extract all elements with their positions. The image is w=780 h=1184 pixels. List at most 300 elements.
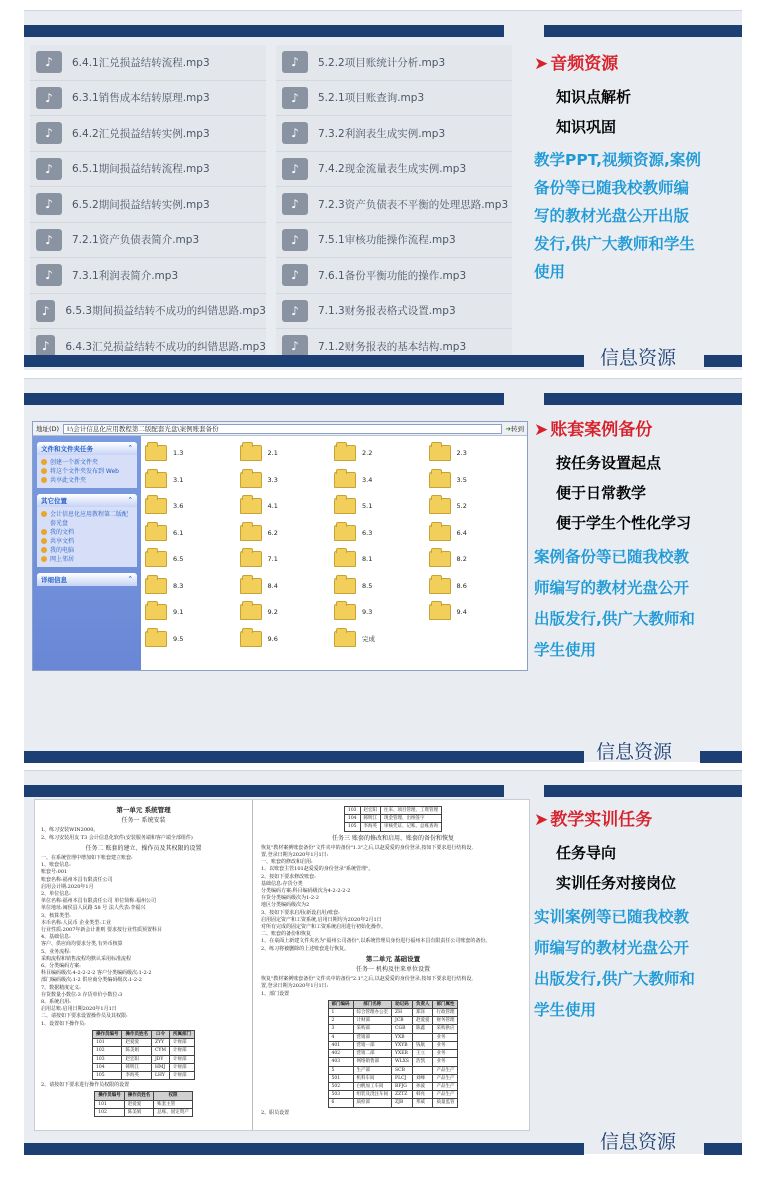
folder-label: 6.5 bbox=[173, 555, 184, 564]
bullet-item: 便于学生个性化学习 bbox=[556, 514, 692, 532]
table-cell: 陈鑫 bbox=[412, 1025, 433, 1033]
table-row bbox=[95, 1108, 193, 1116]
document-line: 2、按如下要求修改账套: bbox=[261, 873, 316, 880]
table-cell: 6 bbox=[328, 1099, 353, 1107]
task-link-label: 创建一个新文件夹 bbox=[50, 459, 99, 466]
address-label: 地址(D) bbox=[36, 425, 60, 433]
table-cell: CGB bbox=[392, 1025, 413, 1033]
folder-label: 3.1 bbox=[173, 475, 184, 484]
address-path-input[interactable]: I:\会计信息化应用教程第二版配套光盘\案例账套备份 bbox=[63, 424, 501, 434]
folder-icon bbox=[240, 472, 262, 488]
folder-item[interactable] bbox=[240, 440, 335, 467]
table-row bbox=[344, 815, 441, 823]
table-cell: 审核凭证、记账、总账查询 bbox=[381, 823, 442, 831]
document-line: 恢复"教材案例账套备份"文件夹中的备份"2.1"之后,以赵爱爱的身份登录,按如下要求进行结构设, bbox=[261, 976, 473, 983]
folder-icon bbox=[240, 551, 262, 567]
folder-item[interactable] bbox=[240, 573, 335, 600]
table-cell: 营销部 bbox=[353, 1033, 392, 1041]
table-header-cell: 部门编码 bbox=[328, 1000, 353, 1008]
table-cell: 4 bbox=[328, 1033, 353, 1041]
table-cell: ZJB bbox=[392, 1099, 413, 1107]
folder-item[interactable] bbox=[240, 520, 335, 547]
folder-item[interactable] bbox=[429, 599, 524, 626]
table-cell: 网络销售部 bbox=[353, 1058, 392, 1066]
table-row bbox=[92, 1063, 194, 1071]
folder-label: 9.1 bbox=[173, 608, 184, 617]
folder-icon bbox=[334, 445, 356, 461]
document-line: 单位地址:闽侯县人民路 58 号 法人代表:李福兴 bbox=[41, 905, 146, 912]
training-document bbox=[34, 799, 530, 1131]
table-cell: CYM bbox=[151, 1047, 169, 1055]
backup-info-panel bbox=[534, 415, 739, 666]
table-header-row bbox=[328, 1000, 458, 1008]
document-line: 1、设置如下操作员: bbox=[41, 1020, 86, 1027]
bullet-item: 按任务设置起点 bbox=[556, 454, 662, 472]
music-note-icon: ♪ bbox=[282, 335, 308, 357]
audio-file-name: 6.4.2汇兑损益结转实例.mp3 bbox=[72, 127, 210, 140]
bottom-banner-bar bbox=[24, 751, 584, 763]
document-line: 地区分类编码级次为2 bbox=[261, 902, 310, 909]
folder-label: 8.2 bbox=[456, 555, 467, 564]
task-pane-link[interactable] bbox=[41, 458, 133, 467]
bullet-item: 任务导向 bbox=[556, 844, 617, 862]
folder-icon bbox=[240, 631, 262, 647]
folder-item[interactable] bbox=[145, 493, 240, 520]
folder-label: 7.1 bbox=[267, 555, 278, 564]
table-cell: 101 bbox=[95, 1100, 125, 1108]
document-line: 2、职员设置 bbox=[261, 1109, 290, 1116]
table-cell: 财务管理 bbox=[433, 1017, 458, 1025]
table-row bbox=[328, 1074, 458, 1082]
arrow-icon: ➤ bbox=[534, 810, 549, 830]
audio-file-item[interactable] bbox=[30, 294, 266, 330]
table-cell: 402 bbox=[328, 1050, 353, 1058]
folder-icon bbox=[334, 578, 356, 594]
folder-item[interactable] bbox=[145, 467, 240, 494]
description-text: 实训案例等已随我校教 师编写的教材光盘公开 出版发行,供广大教师和 学生使用 bbox=[534, 908, 695, 1019]
audio-file-item[interactable] bbox=[30, 81, 266, 117]
document-line: 2、练习将被删除的上述账套进行恢复。 bbox=[261, 945, 350, 952]
folder-item[interactable] bbox=[240, 626, 335, 653]
folder-label: 5.1 bbox=[362, 502, 373, 511]
folder-label: 9.2 bbox=[267, 608, 278, 617]
top-banner-bar bbox=[544, 785, 742, 797]
table-cell: 账套主管 bbox=[154, 1100, 193, 1108]
folder-label: 6.4 bbox=[456, 528, 467, 537]
document-line: 7、数据精度定义: bbox=[41, 984, 81, 991]
table-cell: ZH bbox=[392, 1009, 413, 1017]
music-note-icon: ♪ bbox=[36, 87, 62, 109]
table-cell: 李海英 bbox=[122, 1071, 152, 1079]
folder-icon bbox=[429, 525, 451, 541]
document-line: 单位名称:福州本昌有限责任公司 单位简称:福州公司 bbox=[41, 898, 156, 905]
document-line: 1、在桌面上新建文件夹名为"福州公司备份",以系统管理员身份进行福州本昌有限责任公司账套的备份。 bbox=[261, 938, 491, 945]
folder-item[interactable] bbox=[429, 440, 524, 467]
table-cell bbox=[412, 1066, 433, 1074]
document-line: 采购流程和销售流程均默认采用标准流程 bbox=[41, 955, 132, 962]
table-cell: ZYY bbox=[151, 1039, 169, 1047]
task-pane-link[interactable] bbox=[41, 546, 133, 555]
table-header-cell: 部门属性 bbox=[433, 1000, 458, 1008]
document-line: 存货数量小数位:3 存货单价小数位:3 bbox=[41, 991, 123, 998]
task-pane-link[interactable] bbox=[41, 510, 133, 528]
audio-file-name: 6.4.3汇兑损益结转不成功的纠错思路.mp3 bbox=[65, 340, 266, 353]
audio-file-item[interactable] bbox=[30, 45, 266, 81]
document-line: 置,登录日期为2020年1月1日: bbox=[261, 983, 329, 990]
arrow-icon: ➤ bbox=[534, 54, 549, 74]
music-note-icon: ♪ bbox=[282, 122, 308, 144]
task-pane-link[interactable] bbox=[41, 537, 133, 546]
task-link-icon bbox=[41, 511, 47, 517]
table-cell: 质检部 bbox=[353, 1099, 392, 1107]
music-note-icon: ♪ bbox=[282, 229, 308, 251]
section-heading: ➤ 账套案例备份 bbox=[534, 420, 653, 440]
top-banner-bar bbox=[24, 393, 504, 405]
folder-item[interactable] bbox=[429, 546, 524, 573]
top-banner-bar bbox=[544, 25, 742, 37]
folder-item[interactable] bbox=[240, 599, 335, 626]
audio-file-item[interactable] bbox=[276, 223, 512, 259]
audio-file-item[interactable] bbox=[30, 187, 266, 223]
table-row bbox=[92, 1055, 194, 1063]
music-note-icon: ♪ bbox=[282, 300, 308, 322]
table-cell: 质量监管 bbox=[433, 1099, 458, 1107]
table-cell: 105 bbox=[92, 1071, 122, 1079]
task-title: 任务三 账套的修改和启用、账套的备份和恢复 bbox=[332, 834, 454, 842]
document-line: 对所有完成的固定资产和工资系统启用进行初始化操作。 bbox=[261, 924, 387, 931]
table-row bbox=[328, 1091, 458, 1099]
document-line: 科目编码级次:4-2-2-2-2 客户分类编码级次:1-2-2 bbox=[41, 970, 152, 977]
table-row bbox=[328, 1099, 458, 1107]
audio-file-item[interactable] bbox=[30, 258, 266, 294]
table-cell: 赵爱爱 bbox=[122, 1039, 152, 1047]
document-line: 2、单位信息: bbox=[41, 891, 71, 898]
document-text bbox=[41, 827, 246, 841]
training-tasks-slide bbox=[24, 770, 742, 1154]
table-row bbox=[328, 1050, 458, 1058]
task-link-label: 会计信息化应用教程第二版配套光盘 bbox=[50, 511, 129, 527]
audio-file-item[interactable] bbox=[276, 81, 512, 117]
task-link-icon bbox=[41, 459, 47, 465]
task-pane-link[interactable] bbox=[41, 555, 133, 564]
folder-icon bbox=[145, 525, 167, 541]
audio-file-name: 7.5.1审核功能操作流程.mp3 bbox=[318, 234, 456, 247]
audio-file-name: 7.2.1资产负债表简介.mp3 bbox=[72, 234, 200, 247]
folder-icon bbox=[334, 525, 356, 541]
folder-icon bbox=[429, 578, 451, 594]
task-pane-link[interactable] bbox=[41, 476, 133, 485]
table-cell: YXYB bbox=[392, 1041, 413, 1049]
task-pane-section-title[interactable] bbox=[37, 442, 137, 455]
folder-label: 4.1 bbox=[267, 502, 278, 511]
folder-icon bbox=[334, 631, 356, 647]
table-cell: 403 bbox=[328, 1058, 353, 1066]
permission-table-continued bbox=[344, 806, 442, 832]
audio-file-item[interactable] bbox=[276, 152, 512, 188]
folder-icon bbox=[145, 472, 167, 488]
document-text bbox=[41, 1082, 246, 1089]
table-cell: 计财部 bbox=[353, 1017, 392, 1025]
collapse-chevron-icon[interactable]: ⌃ bbox=[127, 444, 133, 452]
department-table bbox=[328, 1000, 459, 1108]
document-line: 3、按如下要求启用(新设启用)账套: bbox=[261, 909, 340, 916]
folder-label: 9.5 bbox=[173, 634, 184, 643]
task-pane-link[interactable] bbox=[41, 467, 133, 476]
document-line: 分类编码方案:科目编码级次为4-2-2-2-2 bbox=[261, 888, 351, 895]
table-row bbox=[92, 1039, 194, 1047]
folder-item[interactable] bbox=[145, 626, 240, 653]
audio-file-item[interactable] bbox=[30, 223, 266, 259]
table-header-cell: 操作员姓名 bbox=[122, 1030, 152, 1038]
audio-file-name: 7.4.2现金流量表生成实例.mp3 bbox=[318, 163, 467, 176]
audio-file-list-right bbox=[276, 45, 512, 365]
audio-file-name: 7.3.2利润表生成实例.mp3 bbox=[318, 127, 446, 140]
audio-file-item[interactable] bbox=[276, 45, 512, 81]
folder-item[interactable] bbox=[145, 440, 240, 467]
folder-item[interactable] bbox=[145, 546, 240, 573]
audio-file-list-left bbox=[30, 45, 266, 365]
go-button[interactable]: 转到 bbox=[511, 425, 524, 433]
table-row bbox=[92, 1047, 194, 1055]
table-header-cell: 操作员姓名 bbox=[124, 1092, 154, 1100]
table-cell: 韩明江 bbox=[360, 815, 381, 823]
document-line: 二、请按如下要求设置操作员及其权限: bbox=[41, 1013, 128, 1020]
folder-label: 3.4 bbox=[362, 475, 373, 484]
document-line: 1、账套信息: bbox=[41, 862, 71, 869]
table-cell: 5 bbox=[328, 1066, 353, 1074]
document-line: 客户、供应商均要求分类,有外币核算 bbox=[41, 941, 123, 948]
audio-file-item[interactable] bbox=[30, 152, 266, 188]
document-left-column bbox=[35, 800, 253, 1130]
bottom-banner-bar bbox=[700, 751, 742, 763]
table-row bbox=[344, 807, 441, 815]
table-cell: 104 bbox=[92, 1063, 122, 1071]
folder-label: 完成 bbox=[362, 635, 375, 644]
folder-item[interactable] bbox=[334, 573, 429, 600]
top-banner-bar bbox=[24, 785, 504, 797]
folder-icon bbox=[240, 498, 262, 514]
audio-file-item[interactable] bbox=[276, 258, 512, 294]
folder-item[interactable] bbox=[334, 599, 429, 626]
table-cell: YXB bbox=[392, 1033, 413, 1041]
task-link-label: 将这个文件夹发布到 Web bbox=[50, 468, 119, 475]
folder-label: 3.3 bbox=[267, 475, 278, 484]
music-note-icon: ♪ bbox=[36, 264, 62, 286]
folder-item[interactable] bbox=[334, 626, 429, 653]
table-row bbox=[92, 1071, 194, 1079]
folder-item[interactable] bbox=[334, 520, 429, 547]
table-header-cell: 助记码 bbox=[392, 1000, 413, 1008]
table-cell: 韩明江 bbox=[122, 1063, 152, 1071]
table-cell: 产品生产 bbox=[433, 1091, 458, 1099]
folder-label: 8.5 bbox=[362, 581, 373, 590]
task-pane-link[interactable] bbox=[41, 528, 133, 537]
table-cell: 钱航 bbox=[412, 1041, 433, 1049]
document-line: 启用固定资产和工资系统,启用日期均为2020年2月1日 bbox=[261, 916, 382, 923]
table-cell: 采购部 bbox=[353, 1025, 392, 1033]
unit-title: 第一单元 系统管理 bbox=[116, 806, 171, 814]
arrow-icon: ➤ bbox=[534, 420, 549, 440]
folder-label: 8.4 bbox=[267, 581, 278, 590]
audio-file-name: 5.2.1项目账查询.mp3 bbox=[318, 92, 425, 105]
document-line: 一、账套的修改和启用: bbox=[261, 859, 313, 866]
footer-label: 信息资源 bbox=[600, 347, 677, 369]
collapse-chevron-icon[interactable]: ⌃ bbox=[127, 496, 133, 504]
task-pane-section-title[interactable] bbox=[37, 494, 137, 507]
section-heading: ➤ 教学实训任务 bbox=[534, 810, 653, 830]
document-line: 4、基础信息: bbox=[41, 934, 71, 941]
document-line: 2、练习安装用友 T3 会计信息化软件(安装服务端和客户端全部组件) bbox=[41, 834, 193, 841]
table-cell: 102 bbox=[92, 1047, 122, 1055]
folder-label: 2.1 bbox=[267, 449, 278, 458]
folder-item[interactable] bbox=[334, 467, 429, 494]
document-line: 二、账套的备份和恢复 bbox=[261, 931, 312, 938]
folder-icon bbox=[145, 631, 167, 647]
unit-title: 第二单元 基础设置 bbox=[365, 954, 421, 963]
table-cell: 业务 bbox=[433, 1041, 458, 1049]
folder-label: 9.4 bbox=[456, 608, 467, 617]
folder-icon bbox=[240, 604, 262, 620]
folder-icon bbox=[429, 551, 451, 567]
table-cell: 3 bbox=[328, 1025, 353, 1033]
document-line: 本币名称:人民币 企业类型:工业 bbox=[41, 919, 111, 926]
audio-resources-slide bbox=[24, 10, 742, 370]
table-cell: 行政管理 bbox=[433, 1009, 458, 1017]
folder-item[interactable] bbox=[145, 599, 240, 626]
task-pane bbox=[33, 436, 141, 670]
document-line: 6、分类编码方案: bbox=[41, 963, 81, 970]
table-cell: 104 bbox=[344, 815, 360, 823]
document-line: 启用总账:启用日期2020年1月1日 bbox=[41, 1006, 117, 1013]
folder-icon bbox=[429, 445, 451, 461]
audio-file-name: 7.2.3资产负债表不平衡的处理思路.mp3 bbox=[318, 198, 509, 211]
document-line: 1、部门设置 bbox=[261, 990, 290, 997]
description-text: 教学PPT,视频资源,案例 备份等已随我校教师编 写的教材光盘公开出版 发行,供广大教师和学生 使用 bbox=[534, 151, 701, 281]
audio-file-name: 7.6.1备份平衡功能的操作.mp3 bbox=[318, 269, 467, 282]
folder-icon bbox=[334, 498, 356, 514]
music-note-icon: ♪ bbox=[282, 51, 308, 73]
table-cell: 产品生产 bbox=[433, 1082, 458, 1090]
audio-file-name: 7.1.2财务报表的基本结构.mp3 bbox=[318, 340, 467, 353]
table-cell: 103 bbox=[344, 807, 360, 815]
table-cell: 业务 bbox=[433, 1033, 458, 1041]
address-bar bbox=[33, 422, 527, 436]
folder-item[interactable] bbox=[334, 546, 429, 573]
table-cell: 韩亮 bbox=[412, 1091, 433, 1099]
audio-file-name: 7.3.1利润表简介.mp3 bbox=[72, 269, 179, 282]
table-cell: JDY bbox=[151, 1055, 169, 1063]
folder-icon bbox=[145, 578, 167, 594]
folder-icon bbox=[429, 604, 451, 620]
table-cell: 计财部 bbox=[170, 1055, 195, 1063]
folder-icon bbox=[240, 578, 262, 594]
task-link-label: 共享此文件夹 bbox=[50, 477, 87, 484]
task-link-icon bbox=[41, 556, 47, 562]
folder-label: 6.2 bbox=[267, 528, 278, 537]
collapse-chevron-icon[interactable]: ⌃ bbox=[127, 575, 133, 583]
task-pane-section bbox=[37, 573, 137, 586]
document-line: 存货分类编码级次为1-2-2 bbox=[261, 895, 319, 902]
folder-label: 5.2 bbox=[456, 502, 467, 511]
folder-item[interactable] bbox=[145, 573, 240, 600]
go-arrow-icon[interactable]: ➔ bbox=[505, 424, 511, 433]
table-cell: 李海英 bbox=[360, 823, 381, 831]
operator-table bbox=[92, 1030, 195, 1080]
folder-icon bbox=[240, 525, 262, 541]
folder-item[interactable] bbox=[240, 546, 335, 573]
audio-file-item[interactable] bbox=[276, 294, 512, 330]
music-note-icon: ♪ bbox=[282, 193, 308, 215]
table-cell: SCB bbox=[392, 1066, 413, 1074]
folder-icon bbox=[145, 498, 167, 514]
audio-file-item[interactable] bbox=[276, 187, 512, 223]
table-row bbox=[328, 1041, 458, 1049]
table-cell: BFJG bbox=[392, 1082, 413, 1090]
table-row bbox=[328, 1033, 458, 1041]
table-row bbox=[328, 1009, 458, 1017]
folder-item[interactable] bbox=[429, 493, 524, 520]
folder-label: 1.3 bbox=[173, 449, 184, 458]
folder-item[interactable] bbox=[429, 467, 524, 494]
table-cell: 502 bbox=[328, 1082, 353, 1090]
table-cell: LHY bbox=[151, 1071, 169, 1079]
table-row bbox=[328, 1058, 458, 1066]
audio-file-name: 7.1.3财务报表格式设置.mp3 bbox=[318, 305, 456, 318]
music-note-icon: ♪ bbox=[282, 158, 308, 180]
table-row bbox=[328, 1082, 458, 1090]
table-cell: 赵宏阳 bbox=[122, 1055, 152, 1063]
document-line: 8、系统启用: bbox=[41, 999, 71, 1006]
document-line: 5、业务流程: bbox=[41, 948, 71, 955]
music-note-icon: ♪ bbox=[36, 122, 62, 144]
table-cell: 总账、固定资产 bbox=[154, 1108, 193, 1116]
folder-item[interactable] bbox=[240, 493, 335, 520]
table-cell: 综合管理办公室 bbox=[353, 1009, 392, 1017]
bullet-item: 知识巩固 bbox=[556, 118, 617, 136]
table-cell: 业务 bbox=[433, 1050, 458, 1058]
table-cell: 王立 bbox=[412, 1050, 433, 1058]
table-cell: HMJ bbox=[151, 1063, 169, 1071]
document-line: 账套名称:福州本昌有限责任公司 bbox=[41, 876, 113, 883]
folder-item[interactable] bbox=[240, 467, 335, 494]
table-cell: 计财部 bbox=[170, 1063, 195, 1071]
music-note-icon: ♪ bbox=[36, 335, 55, 357]
folder-item[interactable] bbox=[429, 520, 524, 547]
table-cell: 陈美娟 bbox=[124, 1108, 154, 1116]
audio-file-item[interactable] bbox=[30, 116, 266, 152]
folder-icon bbox=[145, 445, 167, 461]
table-cell: 102 bbox=[95, 1108, 125, 1116]
table-header-cell: 负责人 bbox=[412, 1000, 433, 1008]
folder-item[interactable] bbox=[429, 573, 524, 600]
bullet-item: 便于日常教学 bbox=[556, 484, 647, 502]
folder-label: 2.2 bbox=[362, 449, 373, 458]
audio-file-item[interactable] bbox=[276, 116, 512, 152]
folder-item[interactable] bbox=[334, 440, 429, 467]
table-cell: 孙波 bbox=[412, 1082, 433, 1090]
table-header-row bbox=[92, 1030, 194, 1038]
table-cell: 采购供应 bbox=[433, 1025, 458, 1033]
music-note-icon: ♪ bbox=[36, 51, 62, 73]
task-pane-section-title[interactable] bbox=[37, 573, 137, 586]
folder-item[interactable] bbox=[145, 520, 240, 547]
audio-file-name: 6.5.1期间损益结转流程.mp3 bbox=[72, 163, 210, 176]
task-link-icon bbox=[41, 538, 47, 544]
audio-file-name: 6.3.1销售成本结转原理.mp3 bbox=[72, 92, 210, 105]
folder-label: 3.5 bbox=[456, 475, 467, 484]
music-note-icon: ♪ bbox=[36, 300, 55, 322]
folder-item[interactable] bbox=[334, 493, 429, 520]
